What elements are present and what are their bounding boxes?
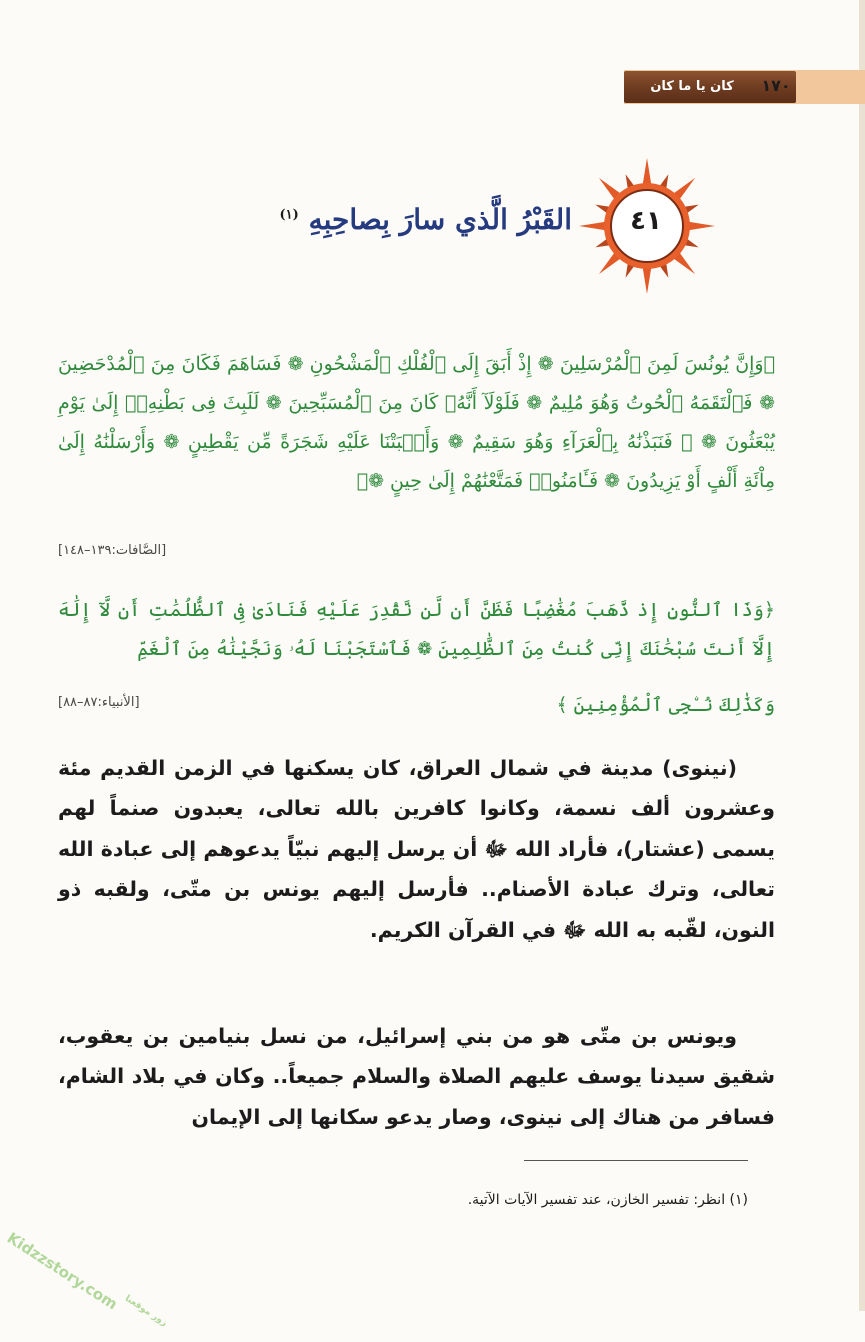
body-paragraph-2: ويونس بن متّى هو من بني إسرائيل، من نسل بنيامين بن يعقوب، شقيق سيدنا يوسف عليهم الصلاة والسلام جميعاً.. وكان في بلاد الشام، فسافر من هناك إلى نينوى، وصار يدعو سكانها إلى الإيمان (58, 1024, 775, 1129)
page-edge (859, 0, 865, 1311)
book-title: كان يا ما كان (650, 79, 734, 94)
verse-reference-1: [الصَّافات:١٣٩–١٤٨] (58, 543, 167, 558)
quran-verse-block-2-end: وَكَذَٰلِكَ نُـۨجِى ٱلْمُؤْمِنِينَ ﴾ (556, 694, 775, 716)
body-paragraph-1: (نينوى) مدينة في شمال العراق، كان يسكنها في الزمن القديم مئة وعشرون ألف نسمة، وكانوا كافرين بالله تعالى، يعبدون صنماً لهم يسمى (عشتار)، فأراد الله ﷻ أن يرسل إليهم نبيّاً يدعوهم إلى عبادة الله تعالى، وترك عبادة الأصنام.. فأرسل إليهم يونس بن متّى، ولقبه ذو النون، لقّبه به الله ﷻ في القرآن الكريم. (58, 756, 775, 942)
footnote-divider (524, 1160, 748, 1161)
footnote: (١) انظر: تفسير الخازن، عند تفسير الآيات الآتية. (467, 1192, 748, 1208)
quran-verse-block-2: ﴿وَذَا ٱلنُّونِ إِذ ذَّهَبَ مُغَٰضِبًا فَظَنَّ أَن لَّن نَّقْدِرَ عَلَيْهِ فَنَادَىٰ فِى ٱلظُّلُمَٰتِ أَن لَّآ إِلَٰهَ إِلَّآ أَنتَ سُبْحَٰنَكَ إِنِّى كُنتُ مِنَ ٱلظَّٰلِمِينَ ❁ فَٱسْتَجَبْنَا لَهُۥ وَنَجَّيْنَٰهُ مِنَ ٱلْغَمِّ (58, 599, 775, 660)
watermark-arabic: زور موقعنا (122, 1293, 169, 1329)
footnote-marker: (١) (279, 207, 299, 223)
chapter-number: ٤١ (630, 206, 662, 236)
page-number: ١٧٠ (761, 76, 791, 95)
watermark-logo (4, 1222, 169, 1342)
quran-verse-block-1: ﴿وَإِنَّ يُونُسَ لَمِنَ ٱلْمُرْسَلِينَ ❁ إِذْ أَبَقَ إِلَى ٱلْفُلْكِ ٱلْمَشْحُونِ ❁ فَسَاهَمَ فَكَانَ مِنَ ٱلْمُدْحَضِينَ ❁ فَٱلْتَقَمَهُ ٱلْحُوتُ وَهُوَ مُلِيمٌ ❁ فَلَوْلَآ أَنَّهُۥ كَانَ مِنَ ٱلْمُسَبِّحِينَ ❁ لَلَبِثَ فِى بَطْنِهِۦٓ إِلَىٰ يَوْمِ يُبْعَثُونَ ❁ ۞ فَنَبَذْنَٰهُ بِٱلْعَرَآءِ وَهُوَ سَقِيمٌ ❁ وَأَنۢبَتْنَا عَلَيْهِ شَجَرَةً مِّن يَقْطِينٍ ❁ وَأَرْسَلْنَٰهُ إِلَىٰ مِاْئَةِ أَلْفٍ أَوْ يَزِيدُونَ ❁ فَـَٔامَنُوا۟ فَمَتَّعْنَٰهُمْ إِلَىٰ حِينٍ ❁﴾ (58, 353, 775, 492)
chapter-title-text: القَبْرُ الَّذي سارَ بِصاحِبِهِ (308, 203, 572, 236)
chapter-title (200, 203, 572, 236)
verse-reference-2: [الأنبياء:٨٧–٨٨] (58, 695, 140, 710)
watermark-text: Kidzzstory.com (3, 1228, 121, 1314)
